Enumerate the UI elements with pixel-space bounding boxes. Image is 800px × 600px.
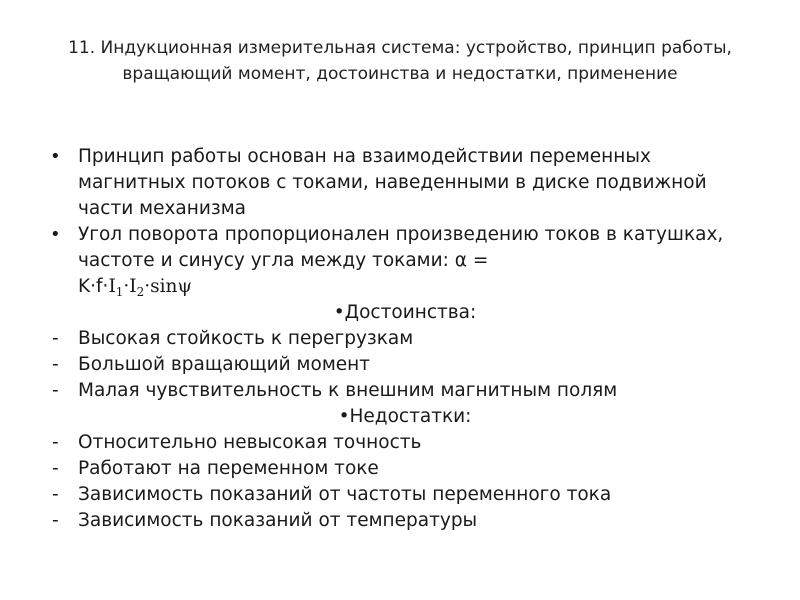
disadvantage-item: [50, 456, 760, 482]
advantage-item: [50, 378, 760, 404]
bullet-text: Угол поворота пропорционален произведению токов в катушках, частоте и синусу угла между токами: α =: [78, 224, 724, 271]
dash-marker: -: [52, 380, 59, 401]
dash-marker: -: [52, 354, 59, 375]
advantages-heading: •Достоинства:: [333, 302, 477, 323]
dash-marker: -: [52, 432, 59, 453]
bullet-principle: [50, 144, 760, 222]
formula-i1: I: [108, 276, 116, 297]
formula-dot: ·: [102, 276, 109, 297]
formula: [78, 274, 760, 300]
formula-dot: ·: [90, 276, 97, 297]
bullet-marker: •: [50, 224, 61, 245]
advantage-text: Малая чувствительность к внешним магнитным полям: [78, 380, 618, 401]
disadvantage-text: Работают на переменном токе: [78, 458, 379, 479]
formula-i2: I: [129, 276, 137, 297]
formula-f: f: [96, 276, 103, 297]
formula-sub1: 1: [115, 285, 124, 299]
disadvantage-text: Относительно невысокая точность: [78, 432, 422, 453]
advantage-text: Большой вращающий момент: [78, 354, 371, 375]
advantage-item: [50, 326, 760, 352]
disadvantage-text: Зависимость показаний от температуры: [78, 510, 478, 531]
slide-title: 11. Индукционная измерительная система: устройство, принцип работы, вращающий момент, достоинства и недостатки, применение: [68, 38, 732, 84]
advantage-item: [50, 352, 760, 378]
disadvantages-heading: •Недостатки:: [338, 406, 472, 427]
formula-dot: ·: [144, 276, 151, 297]
bullet-marker: •: [50, 146, 61, 167]
disadvantage-item: [50, 430, 760, 456]
formula-sin: sinψ: [150, 276, 192, 297]
formula-k: K: [78, 276, 91, 297]
formula-dot: ·: [123, 276, 130, 297]
formula-sub2: 2: [136, 285, 145, 299]
dash-marker: -: [52, 458, 59, 479]
disadvantage-item: [50, 482, 760, 508]
dash-marker: -: [52, 328, 59, 349]
slide-content: [50, 144, 760, 534]
dash-marker: -: [52, 510, 59, 531]
bullet-text: Принцип работы основан на взаимодействии переменных магнитных потоков с токами, наведенными в диске подвижной части механизма: [78, 146, 707, 219]
disadvantage-text: Зависимость показаний от частоты переменного тока: [78, 484, 612, 505]
disadvantage-item: [50, 508, 760, 534]
advantage-text: Высокая стойкость к перегрузкам: [78, 328, 414, 349]
bullet-angle: [50, 222, 760, 300]
dash-marker: -: [52, 484, 59, 505]
